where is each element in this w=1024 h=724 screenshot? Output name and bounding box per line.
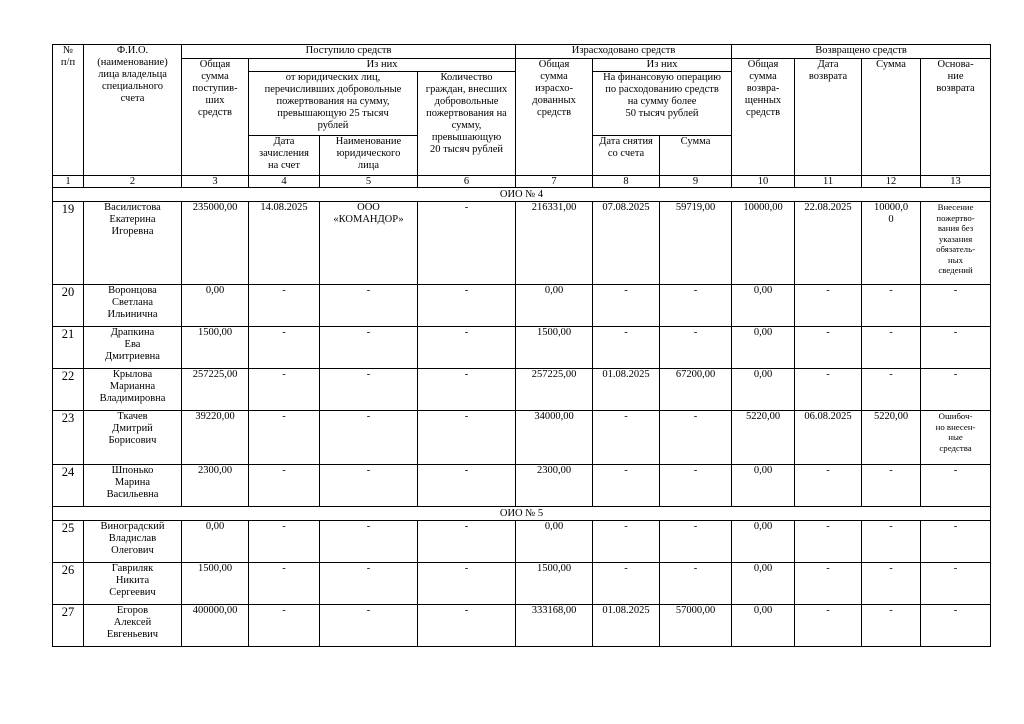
operation-sum: 57000,00 <box>660 605 732 647</box>
table-row <box>53 465 991 507</box>
legal-name: ООО «КОМАНДОР» <box>320 202 418 285</box>
total-returned: 0,00 <box>732 327 795 369</box>
return-sum: - <box>862 465 921 507</box>
total-received: 235000,00 <box>182 202 249 285</box>
withdraw-date: - <box>593 521 660 563</box>
column-number: 5 <box>320 176 418 188</box>
table-row <box>53 285 991 327</box>
withdraw-date: 07.08.2025 <box>593 202 660 285</box>
legal-name: - <box>320 285 418 327</box>
row-number: 21 <box>53 327 84 369</box>
legal-name: - <box>320 369 418 411</box>
credit-date: - <box>249 327 320 369</box>
row-number: 22 <box>53 369 84 411</box>
return-sum: - <box>862 369 921 411</box>
column-number: 12 <box>862 176 921 188</box>
row-number: 20 <box>53 285 84 327</box>
header-from-legal: от юридических лиц, перечисливших добровольные пожертвования на сумму, превышающую 25 тысяч рублей <box>249 72 418 136</box>
table-row <box>53 605 991 647</box>
withdraw-date: 01.08.2025 <box>593 605 660 647</box>
group-title: ОИО № 4 <box>53 188 991 202</box>
return-date: - <box>795 605 862 647</box>
header-sum: Сумма <box>660 136 732 176</box>
table-row <box>53 521 991 563</box>
total-spent: 333168,00 <box>516 605 593 647</box>
row-number: 23 <box>53 411 84 465</box>
total-received: 2300,00 <box>182 465 249 507</box>
return-reason: - <box>921 521 991 563</box>
operation-sum: - <box>660 411 732 465</box>
column-number: 9 <box>660 176 732 188</box>
row-number: 24 <box>53 465 84 507</box>
citizens-count: - <box>418 465 516 507</box>
total-returned: 0,00 <box>732 285 795 327</box>
row-number: 19 <box>53 202 84 285</box>
operation-sum: - <box>660 521 732 563</box>
withdraw-date: - <box>593 465 660 507</box>
withdraw-date: - <box>593 327 660 369</box>
total-received: 1500,00 <box>182 563 249 605</box>
total-received: 39220,00 <box>182 411 249 465</box>
total-received: 0,00 <box>182 521 249 563</box>
operation-sum: - <box>660 563 732 605</box>
return-date: - <box>795 285 862 327</box>
return-reason: - <box>921 327 991 369</box>
column-number: 13 <box>921 176 991 188</box>
total-received: 400000,00 <box>182 605 249 647</box>
return-sum: - <box>862 327 921 369</box>
legal-name: - <box>320 521 418 563</box>
column-number: 3 <box>182 176 249 188</box>
credit-date: - <box>249 563 320 605</box>
header-withdraw-date: Дата снятия со счета <box>593 136 660 176</box>
owner-name: Василистова Екатерина Игоревна <box>84 202 182 285</box>
header-total-returned: Общая сумма возвра- щенных средств <box>732 59 795 176</box>
total-spent: 1500,00 <box>516 563 593 605</box>
table-row <box>53 202 991 285</box>
column-number: 10 <box>732 176 795 188</box>
column-number: 11 <box>795 176 862 188</box>
column-number: 8 <box>593 176 660 188</box>
row-number: 25 <box>53 521 84 563</box>
return-reason: Ошибоч- но внесен- ные средства <box>921 411 991 465</box>
owner-name: Гавриляк Никита Сергеевич <box>84 563 182 605</box>
header-received: Поступило средств <box>182 45 516 59</box>
total-spent: 34000,00 <box>516 411 593 465</box>
table-row <box>53 411 991 465</box>
total-received: 257225,00 <box>182 369 249 411</box>
citizens-count: - <box>418 605 516 647</box>
return-reason: - <box>921 465 991 507</box>
owner-name: Шпонько Марина Васильевна <box>84 465 182 507</box>
column-number: 4 <box>249 176 320 188</box>
citizens-count: - <box>418 521 516 563</box>
header-fio: Ф.И.О. (наименование) лица владельца специального счета <box>84 45 182 176</box>
return-sum: - <box>862 521 921 563</box>
return-sum: - <box>862 605 921 647</box>
total-returned: 0,00 <box>732 563 795 605</box>
report-table <box>52 44 991 647</box>
credit-date: - <box>249 465 320 507</box>
credit-date: 14.08.2025 <box>249 202 320 285</box>
return-date: - <box>795 327 862 369</box>
column-numbers-row <box>53 176 991 188</box>
total-returned: 10000,00 <box>732 202 795 285</box>
total-spent: 0,00 <box>516 285 593 327</box>
return-reason: - <box>921 369 991 411</box>
owner-name: Воронцова Светлана Ильинична <box>84 285 182 327</box>
credit-date: - <box>249 285 320 327</box>
header-total-received: Общая сумма поступив- ших средств <box>182 59 249 176</box>
withdraw-date: - <box>593 411 660 465</box>
owner-name: Крылова Марианна Владимировна <box>84 369 182 411</box>
column-number: 1 <box>53 176 84 188</box>
total-returned: 0,00 <box>732 521 795 563</box>
total-returned: 0,00 <box>732 369 795 411</box>
operation-sum: 67200,00 <box>660 369 732 411</box>
citizens-count: - <box>418 563 516 605</box>
column-number: 2 <box>84 176 182 188</box>
header-fin-operation: На финансовую операцию по расходованию средств на сумму более 50 тысяч рублей <box>593 72 732 136</box>
total-received: 1500,00 <box>182 327 249 369</box>
total-spent: 216331,00 <box>516 202 593 285</box>
return-date: 06.08.2025 <box>795 411 862 465</box>
operation-sum: - <box>660 465 732 507</box>
operation-sum: - <box>660 285 732 327</box>
header-return-reason: Основа- ние возврата <box>921 59 991 176</box>
return-reason: Внесение пожертво- вания без указания обязатель- ных сведений <box>921 202 991 285</box>
total-spent: 257225,00 <box>516 369 593 411</box>
header-legal-name: Наименование юридического лица <box>320 136 418 176</box>
return-date: 22.08.2025 <box>795 202 862 285</box>
credit-date: - <box>249 521 320 563</box>
row-number: 27 <box>53 605 84 647</box>
return-sum: - <box>862 563 921 605</box>
withdraw-date: - <box>593 563 660 605</box>
header-total-spent: Общая сумма израсхо- дованных средств <box>516 59 593 176</box>
legal-name: - <box>320 327 418 369</box>
header-of-which-spent: Из них <box>593 59 732 72</box>
owner-name: Виноградский Владислав Олегович <box>84 521 182 563</box>
credit-date: - <box>249 411 320 465</box>
header-of-which-received: Из них <box>249 59 516 72</box>
total-received: 0,00 <box>182 285 249 327</box>
column-number: 7 <box>516 176 593 188</box>
total-returned: 5220,00 <box>732 411 795 465</box>
header-spent: Израсходовано средств <box>516 45 732 59</box>
total-spent: 0,00 <box>516 521 593 563</box>
group-header-row <box>53 507 991 521</box>
legal-name: - <box>320 563 418 605</box>
header-return-date: Дата возврата <box>795 59 862 176</box>
return-sum: 5220,00 <box>862 411 921 465</box>
operation-sum: 59719,00 <box>660 202 732 285</box>
citizens-count: - <box>418 285 516 327</box>
return-date: - <box>795 563 862 605</box>
table-row <box>53 369 991 411</box>
header-returned: Возвращено средств <box>732 45 991 59</box>
group-header-row <box>53 188 991 202</box>
header-credit-date: Дата зачисления на счет <box>249 136 320 176</box>
credit-date: - <box>249 605 320 647</box>
return-reason: - <box>921 285 991 327</box>
return-reason: - <box>921 563 991 605</box>
owner-name: Ткачев Дмитрий Борисович <box>84 411 182 465</box>
legal-name: - <box>320 605 418 647</box>
total-returned: 0,00 <box>732 605 795 647</box>
credit-date: - <box>249 369 320 411</box>
total-returned: 0,00 <box>732 465 795 507</box>
return-date: - <box>795 521 862 563</box>
return-sum: - <box>862 285 921 327</box>
row-number: 26 <box>53 563 84 605</box>
citizens-count: - <box>418 411 516 465</box>
column-number: 6 <box>418 176 516 188</box>
withdraw-date: 01.08.2025 <box>593 369 660 411</box>
return-date: - <box>795 369 862 411</box>
citizens-count: - <box>418 202 516 285</box>
citizens-count: - <box>418 369 516 411</box>
withdraw-date: - <box>593 285 660 327</box>
owner-name: Егоров Алексей Евгеньевич <box>84 605 182 647</box>
header-num: № п/п <box>53 45 84 176</box>
legal-name: - <box>320 411 418 465</box>
owner-name: Драпкина Ева Дмитриевна <box>84 327 182 369</box>
table-row <box>53 563 991 605</box>
group-title: ОИО № 5 <box>53 507 991 521</box>
operation-sum: - <box>660 327 732 369</box>
header-citizens-count: Количество граждан, внесших добровольные пожертвования на сумму, превышающую 20 тысяч рублей <box>418 72 516 176</box>
return-date: - <box>795 465 862 507</box>
return-sum: 10000,0 0 <box>862 202 921 285</box>
total-spent: 1500,00 <box>516 327 593 369</box>
table-row <box>53 327 991 369</box>
citizens-count: - <box>418 327 516 369</box>
header-return-sum: Сумма <box>862 59 921 176</box>
return-reason: - <box>921 605 991 647</box>
total-spent: 2300,00 <box>516 465 593 507</box>
legal-name: - <box>320 465 418 507</box>
